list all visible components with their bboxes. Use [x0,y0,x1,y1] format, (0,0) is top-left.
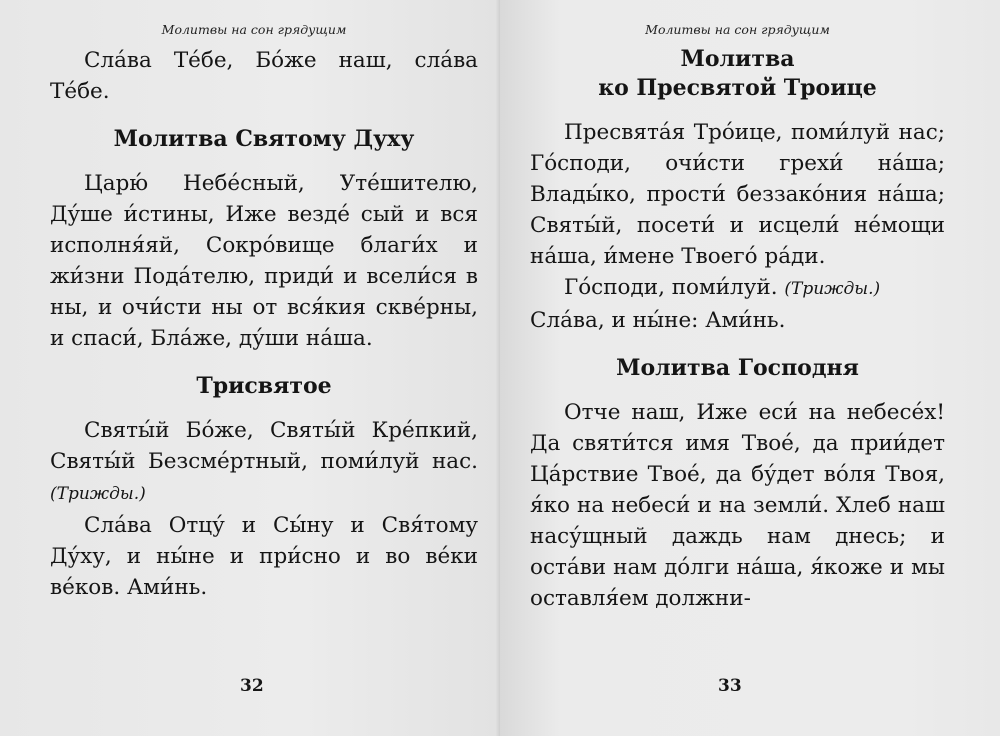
rubric: (Трижды.) [50,484,146,504]
paragraph: Царю́ Небе́сный, Уте́шителю, Ду́ше и́стины, Иже везде́ сый и вся исполня́яй, Сокро́вище благи́х и жи́зни Пода́телю, приди́ и всели́ся в ны, и очи́сти ны от вся́кия скве́рны, и спаси́, Бла́же, ду́ши на́ша. [50,171,478,351]
rubric: (Трижды.) [784,279,881,299]
paragraph-text: Го́споди, поми́луй. [564,275,778,300]
running-head: Молитвы на сон грядущим [645,22,830,37]
heading-line: Молитва [680,46,795,72]
section-heading: Молитва Господня [616,355,859,381]
paragraph: Пресвята́я Тро́ице, поми́луй нас; Го́споди, очи́сти грехи́ на́ша; Влады́ко, прости́ беззако́ния на́ша; Святы́й, посети́ и исцели́ не́мощи на́ша, и́мене Твоего́ ра́ди. [530,120,945,269]
page-number: 32 [240,676,264,696]
paragraph [530,272,945,305]
section-heading: Трисвятое [196,373,332,399]
paragraph: Отче наш, Иже еси́ на небесе́х! Да святи́тся имя Твое́, да прии́дет Ца́рствие Твое́, да бу́дет во́ля Твоя, я́ко на небеси́ и на земли́. Хлеб наш насу́щный даждь нам днесь; и оста́ви нам до́лги на́ша, я́коже и мы оставля́ем должни- [530,400,945,611]
page-number: 33 [718,676,742,696]
section-heading [530,45,945,103]
paragraph: Сла́ва, и ны́не: Ами́нь. [530,308,786,333]
section-heading: Молитва Святому Духу [113,126,415,152]
heading-line: ко Пресвятой Троице [598,75,877,101]
paragraph-text: Святы́й Бо́же, Святы́й Кре́пкий, Святы́й Безсме́ртный, поми́луй нас. [50,418,478,474]
paragraph [50,415,478,510]
running-head: Молитвы на сон грядущим [161,22,347,37]
right-page [500,0,1000,736]
paragraph: Сла́ва Те́бе, Бо́же наш, сла́ва Те́бе. [50,48,478,104]
paragraph: Сла́ва Отцу́ и Сы́ну и Свя́тому Ду́ху, и ны́не и при́сно и во ве́ки ве́ков. Ами́нь. [50,513,478,600]
